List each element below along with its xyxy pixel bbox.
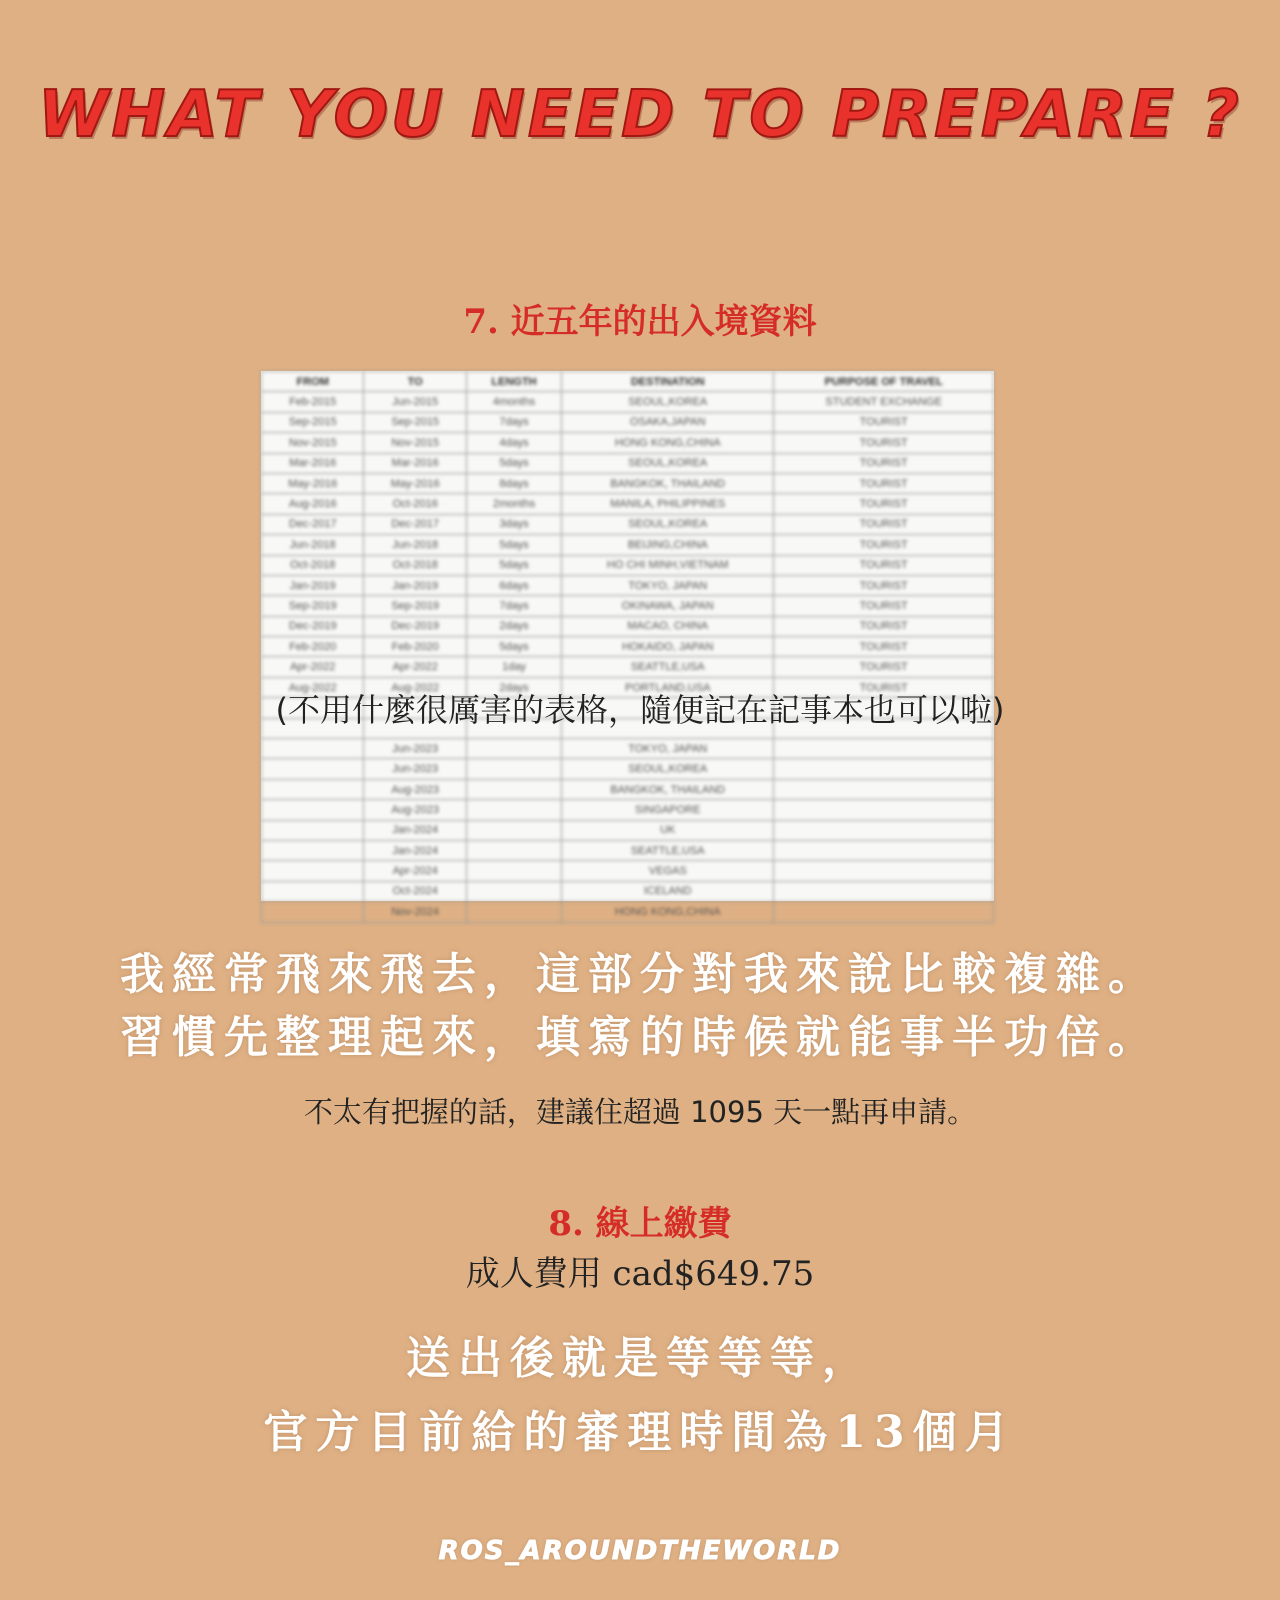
table-cell: 5days — [466, 555, 561, 575]
table-cell: SEOUL,KOREA — [562, 392, 774, 412]
table-cell: 2days — [466, 677, 561, 697]
table-cell — [262, 739, 364, 759]
table-cell — [262, 800, 364, 820]
table-cell: Jun-2023 — [364, 759, 466, 779]
table-cell: TOURIST — [774, 637, 994, 657]
table-cell: Sep-2015 — [364, 412, 466, 432]
fee-text: 成人費用 cad$649.75 — [465, 1254, 815, 1294]
table-cell: 3days — [466, 514, 561, 534]
table-cell: OSAKA,JAPAN — [562, 412, 774, 432]
table-cell — [774, 739, 994, 759]
table-cell — [774, 902, 994, 922]
table-cell: 2days — [466, 616, 561, 636]
table-row — [262, 759, 994, 779]
table-cell: BANGKOK, THAILAND — [562, 779, 774, 799]
table-cell: MANILA, PHILIPPINES — [562, 494, 774, 514]
table-cell: Jun-2015 — [364, 392, 466, 412]
table-row — [262, 473, 994, 493]
column-header-to: TO — [364, 372, 466, 392]
table-cell: May-2016 — [364, 473, 466, 493]
table-cell: Jan-2024 — [364, 820, 466, 840]
table-cell: Oct-2018 — [364, 555, 466, 575]
table-row — [262, 514, 994, 534]
table-cell: Nov-2024 — [364, 902, 466, 922]
table-row — [262, 820, 994, 840]
table-cell: TOURIST — [774, 433, 994, 453]
section-8-heading: 8. 線上繳費 — [548, 1204, 732, 1244]
table-cell: SEATTLE,USA — [562, 840, 774, 860]
table-cell: Aug-2022 — [262, 677, 364, 697]
table-cell: TOURIST — [774, 473, 994, 493]
table-header-row — [262, 372, 994, 392]
table-row — [262, 840, 994, 860]
table-cell: 4days — [466, 433, 561, 453]
table-cell: SEOUL,KOREA — [562, 514, 774, 534]
table-row — [262, 861, 994, 881]
table-cell: Sep-2019 — [364, 596, 466, 616]
table-cell: 5days — [466, 453, 561, 473]
table-cell: Mar-2016 — [262, 453, 364, 473]
table-cell: 5days — [466, 637, 561, 657]
table-cell: TOURIST — [774, 596, 994, 616]
table-cell: HONG KONG,CHINA — [562, 433, 774, 453]
table-cell: Jun-2018 — [262, 535, 364, 555]
table-row — [262, 575, 994, 595]
table-row — [262, 739, 994, 759]
table-cell — [262, 840, 364, 860]
table-cell: 7days — [466, 412, 561, 432]
commentary-line-2: 習慣先整理起來，填寫的時候就能事半功倍。 — [120, 1012, 1160, 1063]
table-cell — [466, 861, 561, 881]
table-row — [262, 657, 994, 677]
table-cell: SINGAPORE — [562, 800, 774, 820]
table-cell: TOKYO, JAPAN — [562, 739, 774, 759]
table-cell: SEATTLE,USA — [562, 657, 774, 677]
table-cell — [774, 779, 994, 799]
table-cell: Jun-2023 — [364, 739, 466, 759]
travel-history-table — [261, 371, 994, 923]
table-row — [262, 433, 994, 453]
table-cell: Aug-2016 — [262, 494, 364, 514]
table-cell: 1day — [466, 657, 561, 677]
table-row — [262, 555, 994, 575]
closing-line-2: 官方目前給的審理時間為13個月 — [263, 1407, 1017, 1458]
table-cell: Dec-2017 — [364, 514, 466, 534]
table-cell: 8days — [466, 473, 561, 493]
table-cell: TOURIST — [774, 616, 994, 636]
table-cell: 4months — [466, 392, 561, 412]
table-cell: Aug-2022 — [364, 677, 466, 697]
table-cell: Feb-2020 — [364, 637, 466, 657]
table-cell: SEOUL,KOREA — [562, 759, 774, 779]
table-cell: 2months — [466, 494, 561, 514]
table-cell: 6days — [466, 575, 561, 595]
table-cell: Mar-2016 — [364, 453, 466, 473]
table-cell — [262, 881, 364, 901]
table-cell: 7days — [466, 596, 561, 616]
table-cell: ICELAND — [562, 881, 774, 901]
table-row — [262, 392, 994, 412]
table-cell: TOURIST — [774, 677, 994, 697]
page-title: WHAT YOU NEED TO PREPARE ? — [38, 78, 1242, 152]
table-cell — [262, 820, 364, 840]
table-body — [262, 392, 994, 922]
table-cell: Oct-2016 — [364, 494, 466, 514]
table-cell: Oct-2018 — [262, 555, 364, 575]
table-cell: Nov-2015 — [364, 433, 466, 453]
table-cell: BEIJING,CHINA — [562, 535, 774, 555]
table-row — [262, 881, 994, 901]
table-cell: TOURIST — [774, 514, 994, 534]
table-cell — [774, 881, 994, 901]
table-row — [262, 902, 994, 922]
table-cell: STUDENT EXCHANGE — [774, 392, 994, 412]
table-cell — [466, 800, 561, 820]
table-cell: 5days — [466, 535, 561, 555]
table-row — [262, 535, 994, 555]
table-cell: May-2016 — [262, 473, 364, 493]
commentary-line-1: 我經常飛來飛去，這部分對我來說比較複雜。 — [120, 949, 1160, 1000]
table-cell — [262, 779, 364, 799]
table-cell: UK — [562, 820, 774, 840]
table-cell: Jan-2024 — [364, 840, 466, 860]
table-cell — [262, 902, 364, 922]
table-cell: Apr-2022 — [364, 657, 466, 677]
table-cell: Apr-2024 — [364, 861, 466, 881]
table-cell: TOURIST — [774, 494, 994, 514]
table-cell: MACAO, CHINA — [562, 616, 774, 636]
closing-line-1: 送出後就是等等等， — [406, 1333, 874, 1384]
column-header-destination: DESTINATION — [562, 372, 774, 392]
travel-history-table-image — [261, 371, 994, 918]
table-cell: Sep-2015 — [262, 412, 364, 432]
column-header-from: FROM — [262, 372, 364, 392]
table-cell: Feb-2020 — [262, 637, 364, 657]
table-cell: SEOUL,KOREA — [562, 453, 774, 473]
table-cell — [774, 820, 994, 840]
table-cell: HONG KONG,CHINA — [562, 902, 774, 922]
table-cell: Nov-2015 — [262, 433, 364, 453]
table-cell: HOKAIDO, JAPAN — [562, 637, 774, 657]
table-cell — [466, 881, 561, 901]
table-row — [262, 637, 994, 657]
table-cell: Dec-2019 — [364, 616, 466, 636]
table-cell: TOURIST — [774, 575, 994, 595]
table-cell: TOKYO, JAPAN — [562, 575, 774, 595]
table-cell: Dec-2017 — [262, 514, 364, 534]
table-cell — [466, 779, 561, 799]
table-cell: Oct-2024 — [364, 881, 466, 901]
table-cell: TOURIST — [774, 453, 994, 473]
table-cell — [466, 739, 561, 759]
table-row — [262, 494, 994, 514]
table-cell: Jan-2019 — [262, 575, 364, 595]
table-note: (不用什麼很厲害的表格，隨便記在記事本也可以啦) — [275, 691, 1005, 729]
table-cell — [774, 759, 994, 779]
table-cell: PORTLAND,USA — [562, 677, 774, 697]
table-row — [262, 412, 994, 432]
table-cell — [774, 840, 994, 860]
table-cell — [466, 820, 561, 840]
table-cell: BANGKOK, THAILAND — [562, 473, 774, 493]
table-row — [262, 616, 994, 636]
table-cell — [262, 759, 364, 779]
table-cell: Jun-2018 — [364, 535, 466, 555]
table-cell: Jan-2019 — [364, 575, 466, 595]
section-7-heading: 7. 近五年的出入境資料 — [463, 302, 817, 342]
table-cell — [466, 759, 561, 779]
table-cell: Feb-2015 — [262, 392, 364, 412]
table-cell — [774, 800, 994, 820]
table-cell: HO CHI MINH,VIETNAM — [562, 555, 774, 575]
table-row — [262, 596, 994, 616]
table-row — [262, 800, 994, 820]
table-cell: TOURIST — [774, 657, 994, 677]
table-cell: TOURIST — [774, 555, 994, 575]
column-header-purpose: PURPOSE OF TRAVEL — [774, 372, 994, 392]
table-cell: Dec-2019 — [262, 616, 364, 636]
table-cell: Apr-2022 — [262, 657, 364, 677]
table-cell: Sep-2019 — [262, 596, 364, 616]
table-cell — [466, 902, 561, 922]
column-header-length: LENGTH — [466, 372, 561, 392]
advice-text: 不太有把握的話，建議住超過 1095 天一點再申請。 — [303, 1095, 977, 1129]
table-cell: TOURIST — [774, 412, 994, 432]
table-cell: Aug-2023 — [364, 779, 466, 799]
table-cell: Aug-2023 — [364, 800, 466, 820]
table-row — [262, 453, 994, 473]
table-row — [262, 779, 994, 799]
table-cell — [262, 861, 364, 881]
table-cell — [466, 840, 561, 860]
author-handle: ROS_AROUNDTHEWORLD — [438, 1536, 842, 1566]
table-cell: TOURIST — [774, 535, 994, 555]
table-cell: VEGAS — [562, 861, 774, 881]
table-cell: OKINAWA, JAPAN — [562, 596, 774, 616]
table-cell — [774, 861, 994, 881]
